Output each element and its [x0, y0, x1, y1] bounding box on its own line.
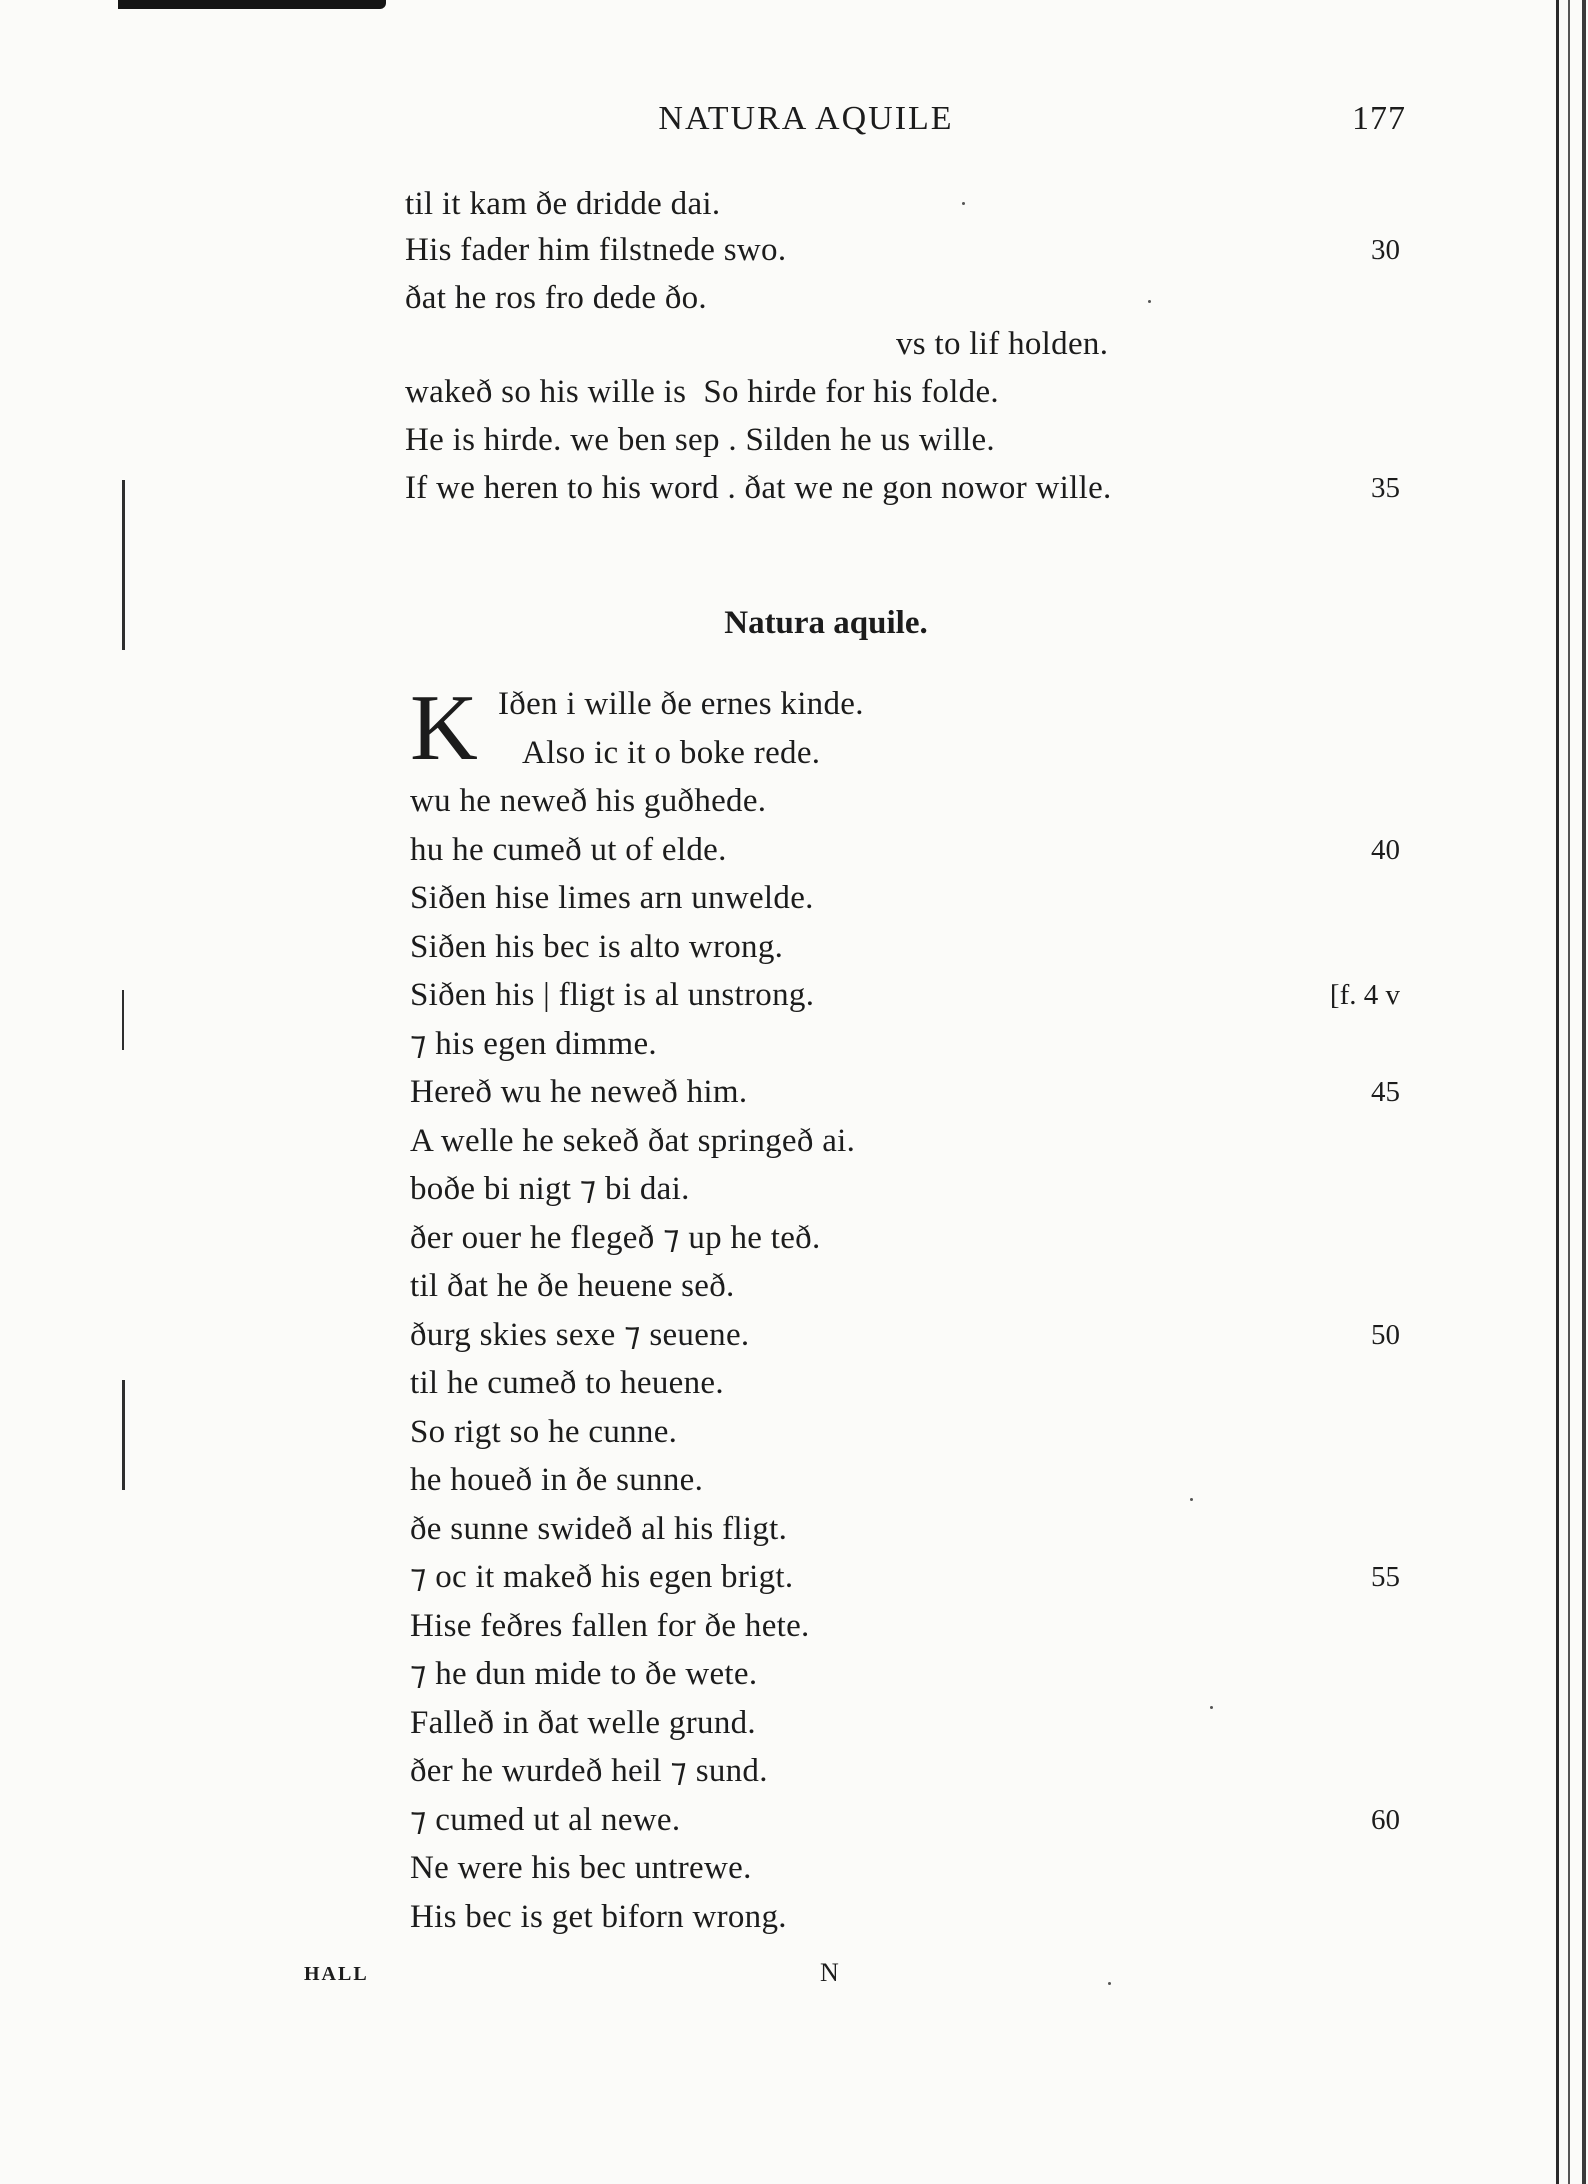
- verse-line: ðat he ros fro dede ðo.: [405, 280, 707, 316]
- verse-line: Iðen i wille ðe ernes kinde.: [498, 686, 864, 722]
- verse-line: Siðen his | fligt is al unstrong.: [410, 977, 815, 1013]
- drop-capital: K: [410, 676, 478, 780]
- verse-line: Falleð in ðat welle grund.: [410, 1704, 756, 1741]
- verse-line: ⁊ he dun mide to ðe wete.: [410, 1656, 758, 1692]
- page-edge-right-inner: [1568, 0, 1570, 2184]
- line-number: 35: [1371, 472, 1400, 504]
- verse-line: He is hirde. we ben sep . Silden he us wille.: [405, 422, 995, 458]
- verse-line: til he cumeð to heuene.: [410, 1365, 724, 1401]
- line-number: 60: [1371, 1803, 1400, 1836]
- page-edge-shadow-top: [118, 0, 386, 9]
- verse-line: Siðen his bec is alto wrong.: [410, 928, 784, 965]
- verse-line: Siðen hise limes arn unwelde.: [410, 880, 814, 916]
- page-edge-right-outer: [1582, 0, 1586, 2184]
- gathering-signature: N: [820, 1958, 839, 1987]
- paper-speck: [1148, 300, 1151, 303]
- page-header: [406, 100, 1406, 148]
- line-number: 40: [1371, 833, 1400, 866]
- verse-line: ðe sunne swideð al his fligt.: [410, 1510, 788, 1547]
- verse-line: Ne were his bec untrewe.: [410, 1850, 752, 1886]
- verse-line: ⁊ his egen dimme.: [410, 1025, 657, 1062]
- verse-line: ⁊ oc it makeð his egen brigt.: [410, 1559, 794, 1595]
- verse-line: ðer he wurdeð heil ⁊ sund.: [410, 1753, 768, 1789]
- verse-line: His bec is get biforn wrong.: [410, 1898, 787, 1935]
- verse-line: boðe bi nigt ⁊ bi dai.: [410, 1171, 690, 1207]
- verse-line: Also ic it o boke rede.: [522, 734, 821, 771]
- section-title: Natura aquile.: [724, 605, 928, 641]
- paper-speck: [1210, 1706, 1213, 1709]
- verse-line: ðer ouer he flegeð ⁊ up he teð.: [410, 1219, 821, 1256]
- verse-line: If we heren to his word . ðat we ne gon nowor wille.: [405, 470, 1112, 506]
- paper-speck: [1108, 1982, 1111, 1985]
- verse-line: he houeð in ðe sunne.: [410, 1462, 704, 1498]
- verse-line: til it kam ðe dridde dai.: [405, 186, 721, 222]
- verse-line: hu he cumeð ut of elde.: [410, 831, 727, 868]
- line-number: 50: [1371, 1318, 1400, 1351]
- verse-line: wakeð so his wille is So hirde for his folde.: [405, 374, 999, 410]
- line-number: [f. 4 v: [1329, 979, 1400, 1011]
- paper-speck: [962, 202, 965, 205]
- gutter-mark: [122, 990, 124, 1050]
- verse-line: ðurg skies sexe ⁊ seuene.: [410, 1316, 750, 1353]
- verse-line: vs to lif holden.: [896, 326, 1109, 362]
- verse-line: Hise feðres fallen for ðe hete.: [410, 1607, 810, 1644]
- gutter-mark: [122, 480, 125, 650]
- line-number: 45: [1371, 1076, 1400, 1108]
- page-edge-right: [1556, 0, 1559, 2184]
- verse-line: wu he neweð his guðhede.: [410, 783, 767, 819]
- page-number: 177: [1352, 100, 1406, 137]
- paper-speck: [1190, 1498, 1193, 1501]
- running-title: NATURA AQUILE: [658, 100, 954, 137]
- verse-line: So rigt so he cunne.: [410, 1413, 678, 1450]
- printer-signature: HALL: [304, 1963, 369, 1985]
- line-number: 30: [1371, 234, 1400, 266]
- line-number: 55: [1371, 1561, 1400, 1593]
- verse-line: ⁊ cumed ut al newe.: [410, 1801, 681, 1838]
- verse-line: Hereð wu he neweð him.: [410, 1074, 748, 1110]
- verse-line: til ðat he ðe heuene seð.: [410, 1268, 735, 1304]
- verse-line: A welle he sekeð ðat springeð ai.: [410, 1122, 856, 1159]
- verse-line: His fader him filstnede swo.: [405, 232, 787, 268]
- gutter-mark: [122, 1380, 125, 1490]
